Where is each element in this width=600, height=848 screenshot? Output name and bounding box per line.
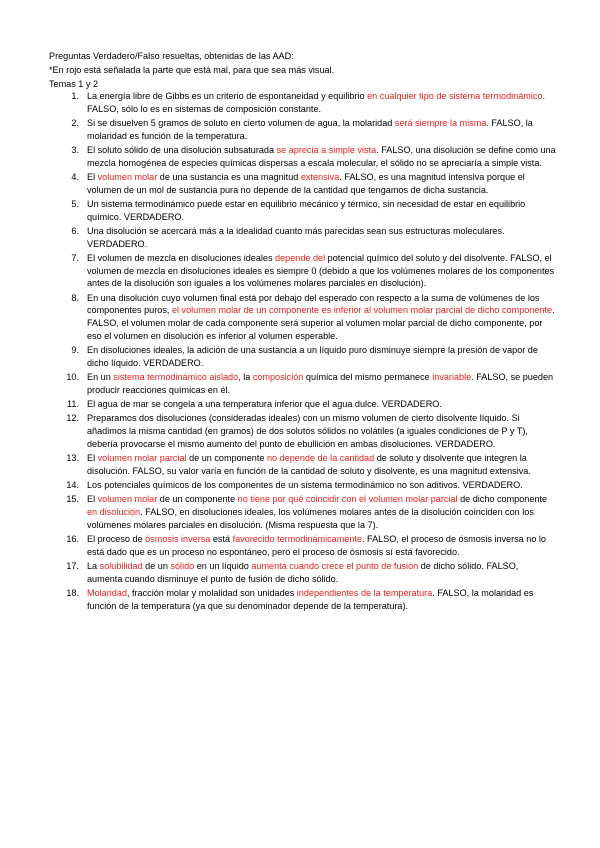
question-number: 3. (71, 145, 79, 155)
question-number: 17. (66, 561, 79, 572)
question-text-segment: En un (87, 372, 114, 383)
highlighted-error-text: aumenta cuando crece el punto de fusión (251, 561, 419, 572)
question-text (87, 253, 554, 288)
question-text (87, 494, 547, 529)
question-number: 14. (66, 480, 79, 491)
highlighted-error-text: extensiva (300, 172, 340, 182)
question-text-segment: de dicho sólido. FALSO, aumenta cuando disminuye el punto de fusión de dicho sólido. (87, 561, 519, 584)
question-number: 2. (71, 118, 79, 128)
question-text-segment: . FALSO, se pueden producir reacciones químicas en él. (87, 372, 554, 395)
question-number: 7. (71, 253, 79, 263)
question-text-segment: de un (142, 561, 171, 572)
question-text-segment: En disoluciones ideales, la adición de una sustancia a un líquido puro disminuye siempre la presión de vapor de dicho líquido. VERDADERO. (87, 345, 538, 368)
question-text (87, 561, 518, 584)
highlighted-error-text: sistema termodinámico aislado (113, 372, 239, 383)
question-text-segment: La (87, 561, 100, 572)
highlighted-error-text: independientes de la temperatura (296, 588, 433, 599)
highlighted-error-text: depende del (275, 253, 326, 263)
question-text (87, 413, 528, 448)
question-text-segment: El (87, 453, 98, 464)
question-text (87, 145, 556, 168)
question-text-segment: . FALSO, una disolución se define como una mezcla homogénea de especies químicas dispersas a escala molecular, el sólido no se apreciaría a simple vista. (87, 145, 556, 168)
question-text (87, 399, 442, 409)
question-text-segment: de una sustancia es una magnitud (157, 172, 301, 182)
question-item (49, 398, 556, 411)
question-text (87, 226, 505, 249)
highlighted-error-text: favorecido termodinámicamente (232, 534, 362, 545)
question-text-segment: , fracción molar y molalidad son unidades (126, 588, 297, 599)
question-text-segment: . FALSO, la molaridad es función de la temperatura. (87, 118, 533, 141)
question-text (87, 345, 538, 368)
question-item (49, 371, 556, 396)
question-number: 12. (66, 413, 79, 424)
highlighted-error-text: se aprecia a simple vista (276, 145, 377, 155)
question-item (49, 493, 556, 531)
highlighted-error-text: será siempre la misma (394, 118, 487, 128)
question-item (49, 225, 556, 250)
highlighted-error-text: solubilidad (99, 561, 143, 572)
question-text-segment: La energía libre de Gibbs es un criterio de espontaneidad y equilibrio (87, 91, 368, 101)
question-text-segment: El proceso de (87, 534, 146, 545)
question-text-segment: Un sistema termodinámico puede estar en equilibrio mecánico y térmico, sin necesidad de estar en equilibrio químico. VERDADERO. (87, 199, 526, 222)
document-title: Preguntas Verdadero/Falso resueltas, obtenidas de las AAD: (49, 51, 294, 61)
question-text-segment: . FALSO, la molaridad es función de la temperatura (ya que su denominador depende de la temperatura). (87, 588, 534, 611)
question-number: 10. (66, 372, 79, 383)
question-item (49, 171, 556, 196)
question-text-segment: El (87, 494, 98, 505)
question-number: 1. (71, 91, 79, 101)
question-item (49, 252, 556, 290)
question-text-segment: El volumen de mezcla en disoluciones ideales (87, 253, 276, 263)
question-text-segment: está (210, 534, 233, 545)
question-item (49, 117, 556, 142)
question-text-segment: Los potenciales químicos de los componentes de un sistema termodinámico no son aditivos. VERDADERO. (87, 480, 523, 491)
question-text-segment: Si se disuelven 5 gramos de soluto en cierto volumen de agua, la molaridad (87, 118, 395, 128)
highlight-note: *En rojo está señalada la parte que está mal, para que sea más visual. (49, 65, 335, 75)
question-text-segment: de un componente (186, 453, 267, 464)
question-item (49, 292, 556, 343)
question-number: 16. (66, 534, 79, 545)
highlighted-error-text: no depende de la cantidad (266, 453, 375, 464)
question-number: 13. (66, 453, 79, 464)
question-number: 4. (71, 172, 79, 182)
question-text (87, 118, 533, 141)
question-text-segment: En una disolución cuyo volumen final está por debajo del esperado con respecto a la suma de volúmenes de los componentes puros, (87, 292, 540, 316)
question-text (87, 172, 525, 195)
question-text-segment: . FALSO, el volumen molar de cada componente será superior al volumen molar parcial de dicho componente, por eso el volumen en disolución es inferior al volumen esperable. (87, 305, 555, 341)
question-number: 5. (71, 199, 79, 209)
question-text-segment: Una disolución se acercará más a la idealidad cuanto más parecidas sean sus estructuras moleculares. VERDADERO. (87, 226, 505, 249)
question-text-segment: . FALSO, sólo lo es en sistemas de composición constante. (87, 91, 546, 114)
question-item (49, 198, 556, 223)
highlighted-error-text: invariable (432, 372, 472, 383)
question-item (49, 560, 556, 585)
highlighted-error-text: ósmosis inversa (145, 534, 211, 545)
question-text-segment: Preparamos dos disoluciones (consideradas ideales) con un mismo volumen de cierto disolvente líquido. Si añadimos la misma cantidad (en gramos) de dos solutos sólidos no volátiles (a iguales condiciones de P y T), debería provocarse el mismo aumento del punto de ebullición en ambas disoluciones. VERDADERO. (87, 413, 528, 449)
highlighted-error-text: Molaridad (87, 588, 127, 599)
highlighted-error-text: no tiene por qué coincidir con el volumen molar parcial (237, 494, 458, 505)
question-text-segment: . FALSO, el proceso de ósmosis inversa no lo está dado que es un proceso no espontáneo, pero el proceso de ósmosis sí está favorecido. (87, 534, 546, 557)
question-text-segment: química del mismo permanece (303, 372, 433, 383)
question-text (87, 453, 531, 476)
intro-block (49, 49, 569, 91)
question-text-segment: en un líquido (194, 561, 252, 572)
highlighted-error-text: volumen molar (97, 494, 158, 505)
question-text (87, 588, 533, 611)
question-number: 6. (71, 226, 79, 236)
highlighted-error-text: en cualquier tipo de sistema termodinámico (367, 91, 543, 101)
question-text (87, 372, 553, 395)
question-text-segment: El agua de mar se congela a una temperatura inferior que el agua dulce. VERDADERO. (87, 399, 442, 410)
question-item (49, 452, 556, 477)
question-text-segment: El (87, 172, 98, 182)
question-text-segment: de soluto y disolvente que integren la disolución. FALSO, su valor varía en función de la cantidad de soluto y disolvente, es una magnitud extensiva. (87, 453, 531, 476)
question-text (87, 480, 523, 490)
question-item (49, 412, 556, 450)
question-text-segment: . FALSO, es una magnitud intensiva porque el volumen de un mol de sustancia pura no depende de la cantidad que tengamos de dicha sustancia. (87, 172, 525, 195)
question-list (49, 90, 556, 614)
question-item (49, 533, 556, 558)
question-item (49, 144, 556, 169)
question-number: 8. (71, 292, 79, 303)
highlighted-error-text: sólido (170, 561, 195, 572)
question-text-segment: de dicho componente (457, 494, 548, 505)
question-text (87, 199, 525, 222)
question-number: 15. (66, 494, 79, 505)
topics-heading: Temas 1 y 2 (49, 79, 99, 89)
question-number: 9. (71, 345, 79, 356)
highlighted-error-text: el volumen molar de un componente es inferior al volumen molar parcial de dicho componente (171, 305, 553, 316)
question-item (49, 90, 556, 115)
question-number: 11. (67, 399, 79, 410)
question-text-segment: potencial químico del soluto y del disolvente. FALSO, el volumen de mezcla en disoluciones ideales es siempre 0 (debido a que los volúmenes molares de los componentes antes de la disolución son iguales a los volúmenes molares parciales en disolución). (87, 253, 555, 289)
question-text-segment: de un componente (157, 494, 238, 505)
question-number: 18. (66, 588, 79, 599)
question-item (49, 479, 556, 492)
question-text-segment: El soluto sólido de una disolución subsaturada (87, 145, 277, 155)
question-text (87, 91, 545, 114)
highlighted-error-text: en disolución (87, 507, 141, 518)
highlighted-error-text: volumen molar (97, 172, 158, 182)
highlighted-error-text: composición (252, 372, 304, 383)
question-text (87, 534, 546, 557)
question-text-segment: , la (238, 372, 253, 383)
question-text-segment: . FALSO, en disoluciones ideales, los volúmenes molares antes de la disolución coinciden con los volúmenes molares parciales en disolución. (Misma respuesta que la 7). (87, 507, 534, 530)
highlighted-error-text: volumen molar parcial (97, 453, 187, 464)
question-text (87, 293, 555, 341)
question-item (49, 344, 556, 369)
question-item (49, 587, 556, 612)
